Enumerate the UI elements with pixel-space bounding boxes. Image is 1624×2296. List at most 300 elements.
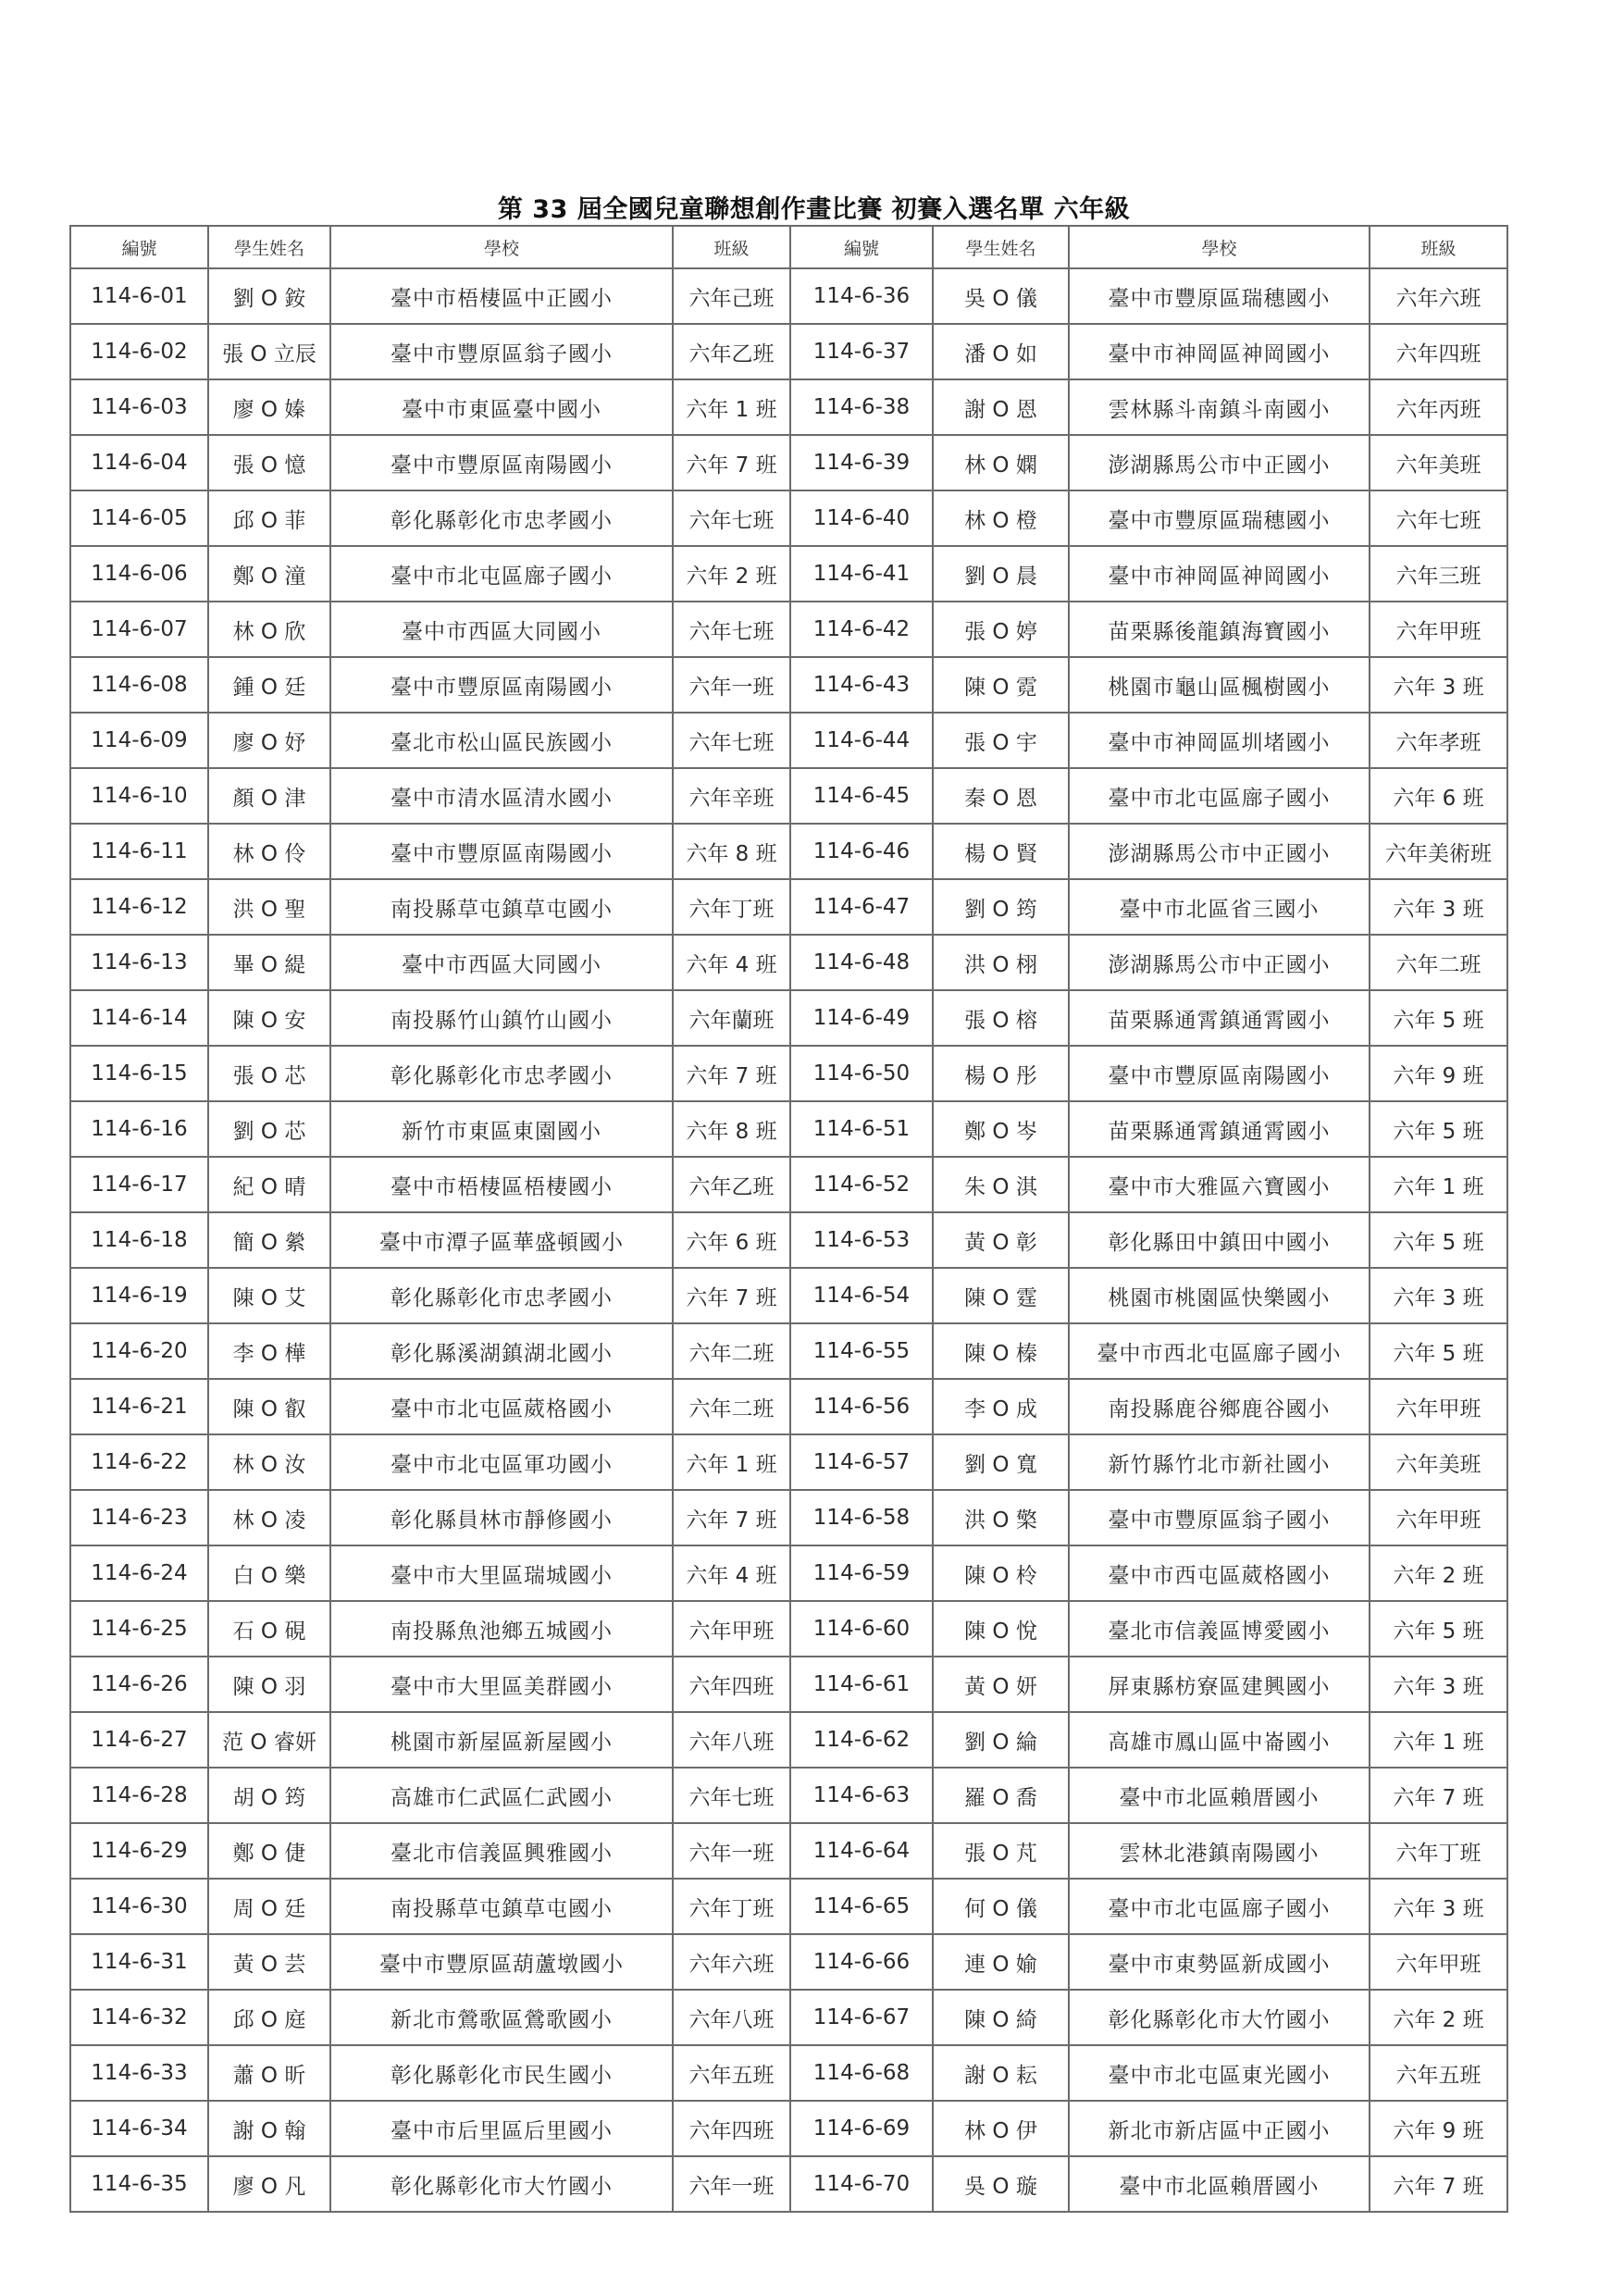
school-name: 澎湖縣馬公市中正國小	[1069, 435, 1370, 490]
class-name: 六年四班	[1370, 324, 1507, 379]
school-name: 臺中市豐原區南陽國小	[330, 435, 673, 490]
entry-id: 114-6-26	[70, 1657, 208, 1712]
student-name: 李 O 成	[933, 1379, 1069, 1434]
class-name: 六年五班	[673, 2045, 790, 2101]
student-name: 陳 O 霆	[933, 1268, 1069, 1323]
table-row	[70, 1934, 1507, 1990]
class-name: 六年 3 班	[1370, 879, 1507, 935]
entry-id: 114-6-34	[70, 2101, 208, 2156]
entry-id: 114-6-29	[70, 1823, 208, 1879]
entry-id: 114-6-27	[70, 1712, 208, 1768]
class-name: 六年 3 班	[1370, 657, 1507, 713]
class-name: 六年 4 班	[673, 935, 790, 990]
school-name: 雲林北港鎮南陽國小	[1069, 1823, 1370, 1879]
student-name: 吳 O 儀	[933, 268, 1069, 324]
school-name: 臺中市東勢區新成國小	[1069, 1934, 1370, 1990]
entry-id: 114-6-62	[790, 1712, 933, 1768]
student-name: 簡 O 縈	[208, 1212, 330, 1268]
student-name: 白 O 樂	[208, 1545, 330, 1601]
school-name: 彰化縣田中鎮田中國小	[1069, 1212, 1370, 1268]
entry-id: 114-6-44	[790, 713, 933, 768]
table-row	[70, 1434, 1507, 1490]
student-name: 黃 O 芸	[208, 1934, 330, 1990]
student-name: 張 O 憶	[208, 435, 330, 490]
student-name: 陳 O 悅	[933, 1601, 1069, 1657]
student-name: 陳 O 綺	[933, 1990, 1069, 2045]
table-row	[70, 546, 1507, 602]
school-name: 彰化縣彰化市大竹國小	[330, 2156, 673, 2212]
class-name: 六年 5 班	[1370, 990, 1507, 1046]
student-name: 張 O 婷	[933, 602, 1069, 657]
table-row	[70, 602, 1507, 657]
table-row	[70, 1101, 1507, 1157]
entry-id: 114-6-50	[790, 1046, 933, 1101]
table-row	[70, 1268, 1507, 1323]
school-name: 南投縣草屯鎮草屯國小	[330, 879, 673, 935]
table-row	[70, 490, 1507, 546]
entry-id: 114-6-15	[70, 1046, 208, 1101]
class-name: 六年丁班	[1370, 1823, 1507, 1879]
entry-id: 114-6-41	[790, 546, 933, 602]
school-name: 臺北市信義區博愛國小	[1069, 1601, 1370, 1657]
student-name: 連 O 媮	[933, 1934, 1069, 1990]
entry-id: 114-6-06	[70, 546, 208, 602]
student-name: 吳 O 璇	[933, 2156, 1069, 2212]
class-name: 六年己班	[673, 268, 790, 324]
school-name: 臺中市大里區瑞城國小	[330, 1545, 673, 1601]
class-name: 六年 3 班	[1370, 1879, 1507, 1934]
entry-id: 114-6-21	[70, 1379, 208, 1434]
entry-id: 114-6-13	[70, 935, 208, 990]
student-name: 劉 O 晨	[933, 546, 1069, 602]
header-class: 班級	[1370, 226, 1507, 268]
entry-id: 114-6-32	[70, 1990, 208, 2045]
header-school: 學校	[1069, 226, 1370, 268]
entry-id: 114-6-28	[70, 1768, 208, 1823]
school-name: 臺中市梧棲區中正國小	[330, 268, 673, 324]
student-name: 洪 O 栩	[933, 935, 1069, 990]
student-name: 林 O 橙	[933, 490, 1069, 546]
student-name: 李 O 樺	[208, 1323, 330, 1379]
class-name: 六年甲班	[1370, 1490, 1507, 1545]
school-name: 桃園市桃園區快樂國小	[1069, 1268, 1370, 1323]
student-name: 廖 O 妤	[208, 713, 330, 768]
student-name: 陳 O 霓	[933, 657, 1069, 713]
school-name: 臺中市神岡區神岡國小	[1069, 546, 1370, 602]
entry-id: 114-6-49	[790, 990, 933, 1046]
entry-id: 114-6-60	[790, 1601, 933, 1657]
table-row	[70, 768, 1507, 824]
student-name: 張 O 榕	[933, 990, 1069, 1046]
table-row	[70, 2101, 1507, 2156]
student-name: 林 O 凌	[208, 1490, 330, 1545]
school-name: 臺中市北屯區軍功國小	[330, 1434, 673, 1490]
entry-id: 114-6-58	[790, 1490, 933, 1545]
table-row	[70, 2156, 1507, 2212]
student-name: 林 O 嫻	[933, 435, 1069, 490]
school-name: 臺中市北區省三國小	[1069, 879, 1370, 935]
table-row	[70, 1823, 1507, 1879]
class-name: 六年七班	[1370, 490, 1507, 546]
school-name: 臺中市豐原區瑞穗國小	[1069, 490, 1370, 546]
school-name: 雲林縣斗南鎮斗南國小	[1069, 379, 1370, 435]
entry-id: 114-6-54	[790, 1268, 933, 1323]
school-name: 臺中市北區賴厝國小	[1069, 2156, 1370, 2212]
class-name: 六年 2 班	[1370, 1545, 1507, 1601]
entry-id: 114-6-39	[790, 435, 933, 490]
entry-id: 114-6-35	[70, 2156, 208, 2212]
school-name: 臺中市后里區后里國小	[330, 2101, 673, 2156]
table-row	[70, 1212, 1507, 1268]
class-name: 六年 9 班	[1370, 2101, 1507, 2156]
class-name: 六年五班	[1370, 2045, 1507, 2101]
entry-id: 114-6-42	[790, 602, 933, 657]
entry-id: 114-6-25	[70, 1601, 208, 1657]
student-name: 林 O 伊	[933, 2101, 1069, 2156]
entry-id: 114-6-02	[70, 324, 208, 379]
entry-id: 114-6-47	[790, 879, 933, 935]
school-name: 彰化縣員林市靜修國小	[330, 1490, 673, 1545]
school-name: 澎湖縣馬公市中正國小	[1069, 824, 1370, 879]
class-name: 六年甲班	[1370, 602, 1507, 657]
student-name: 鄭 O 倢	[208, 1823, 330, 1879]
table-row	[70, 1046, 1507, 1101]
class-name: 六年 3 班	[1370, 1657, 1507, 1712]
class-name: 六年美班	[1370, 1434, 1507, 1490]
school-name: 彰化縣彰化市忠孝國小	[330, 490, 673, 546]
student-name: 周 O 廷	[208, 1879, 330, 1934]
school-name: 臺北市信義區興雅國小	[330, 1823, 673, 1879]
school-name: 臺北市松山區民族國小	[330, 713, 673, 768]
table-row	[70, 1712, 1507, 1768]
student-name: 畢 O 緹	[208, 935, 330, 990]
table-row	[70, 935, 1507, 990]
class-name: 六年 7 班	[673, 1268, 790, 1323]
school-name: 臺中市神岡區神岡國小	[1069, 324, 1370, 379]
table-row	[70, 1601, 1507, 1657]
table-row	[70, 1490, 1507, 1545]
school-name: 臺中市東區臺中國小	[330, 379, 673, 435]
header-school: 學校	[330, 226, 673, 268]
class-name: 六年 1 班	[673, 1434, 790, 1490]
header-student-name: 學生姓名	[933, 226, 1069, 268]
school-name: 彰化縣彰化市忠孝國小	[330, 1268, 673, 1323]
school-name: 南投縣竹山鎮竹山國小	[330, 990, 673, 1046]
entry-id: 114-6-63	[790, 1768, 933, 1823]
class-name: 六年 7 班	[1370, 1768, 1507, 1823]
entry-id: 114-6-08	[70, 657, 208, 713]
table-row	[70, 879, 1507, 935]
class-name: 六年二班	[673, 1379, 790, 1434]
class-name: 六年甲班	[673, 1601, 790, 1657]
school-name: 臺中市豐原區葫蘆墩國小	[330, 1934, 673, 1990]
class-name: 六年 1 班	[1370, 1712, 1507, 1768]
student-name: 謝 O 恩	[933, 379, 1069, 435]
student-name: 陳 O 艾	[208, 1268, 330, 1323]
school-name: 臺中市豐原區南陽國小	[330, 824, 673, 879]
student-name: 廖 O 嫀	[208, 379, 330, 435]
student-name: 林 O 伶	[208, 824, 330, 879]
student-name: 林 O 汝	[208, 1434, 330, 1490]
table-row	[70, 1379, 1507, 1434]
school-name: 臺中市北屯區東光國小	[1069, 2045, 1370, 2101]
class-name: 六年一班	[673, 657, 790, 713]
school-name: 新北市鶯歌區鶯歌國小	[330, 1990, 673, 2045]
school-name: 臺中市神岡區圳堵國小	[1069, 713, 1370, 768]
class-name: 六年丁班	[673, 1879, 790, 1934]
table-row	[70, 713, 1507, 768]
entry-id: 114-6-40	[790, 490, 933, 546]
school-name: 臺中市北屯區廍子國小	[1069, 1879, 1370, 1934]
school-name: 彰化縣彰化市忠孝國小	[330, 1046, 673, 1101]
student-name: 石 O 硯	[208, 1601, 330, 1657]
school-name: 南投縣草屯鎮草屯國小	[330, 1879, 673, 1934]
student-name: 鄭 O 潼	[208, 546, 330, 602]
student-name: 朱 O 淇	[933, 1157, 1069, 1212]
table-row	[70, 1657, 1507, 1712]
student-name: 范 O 睿妍	[208, 1712, 330, 1768]
class-name: 六年美術班	[1370, 824, 1507, 879]
school-name: 臺中市北屯區廍子國小	[330, 546, 673, 602]
school-name: 澎湖縣馬公市中正國小	[1069, 935, 1370, 990]
table-row	[70, 1157, 1507, 1212]
student-name: 楊 O 賢	[933, 824, 1069, 879]
student-name: 張 O 宇	[933, 713, 1069, 768]
entry-id: 114-6-01	[70, 268, 208, 324]
student-name: 鄭 O 岑	[933, 1101, 1069, 1157]
class-name: 六年三班	[1370, 546, 1507, 602]
student-name: 謝 O 翰	[208, 2101, 330, 2156]
entry-id: 114-6-11	[70, 824, 208, 879]
class-name: 六年 3 班	[1370, 1268, 1507, 1323]
student-name: 陳 O 叡	[208, 1379, 330, 1434]
entry-id: 114-6-17	[70, 1157, 208, 1212]
header-row	[70, 226, 1507, 268]
entry-id: 114-6-69	[790, 2101, 933, 2156]
class-name: 六年八班	[673, 1712, 790, 1768]
school-name: 彰化縣彰化市民生國小	[330, 2045, 673, 2101]
entry-id: 114-6-45	[790, 768, 933, 824]
entry-id: 114-6-59	[790, 1545, 933, 1601]
class-name: 六年四班	[673, 1657, 790, 1712]
class-name: 六年 6 班	[1370, 768, 1507, 824]
class-name: 六年 9 班	[1370, 1046, 1507, 1101]
class-name: 六年一班	[673, 2156, 790, 2212]
class-name: 六年 2 班	[1370, 1990, 1507, 2045]
entry-id: 114-6-04	[70, 435, 208, 490]
school-name: 臺中市西區大同國小	[330, 602, 673, 657]
table-row	[70, 2045, 1507, 2101]
school-name: 新竹縣竹北市新社國小	[1069, 1434, 1370, 1490]
school-name: 高雄市仁武區仁武國小	[330, 1768, 673, 1823]
student-name: 張 O 立辰	[208, 324, 330, 379]
table-row	[70, 990, 1507, 1046]
entry-id: 114-6-70	[790, 2156, 933, 2212]
class-name: 六年丙班	[1370, 379, 1507, 435]
student-name: 張 O 芃	[933, 1823, 1069, 1879]
entry-id: 114-6-18	[70, 1212, 208, 1268]
student-name: 顏 O 津	[208, 768, 330, 824]
entry-id: 114-6-56	[790, 1379, 933, 1434]
student-name: 蕭 O 昕	[208, 2045, 330, 2101]
student-name: 張 O 芯	[208, 1046, 330, 1101]
header-class: 班級	[673, 226, 790, 268]
class-name: 六年 5 班	[1370, 1323, 1507, 1379]
student-name: 邱 O 菲	[208, 490, 330, 546]
student-name: 劉 O 銨	[208, 268, 330, 324]
class-name: 六年二班	[673, 1323, 790, 1379]
class-name: 六年 5 班	[1370, 1212, 1507, 1268]
table-row	[70, 1768, 1507, 1823]
student-name: 黃 O 妍	[933, 1657, 1069, 1712]
entry-id: 114-6-38	[790, 379, 933, 435]
class-name: 六年二班	[1370, 935, 1507, 990]
school-name: 臺中市清水區清水國小	[330, 768, 673, 824]
entry-id: 114-6-22	[70, 1434, 208, 1490]
class-name: 六年八班	[673, 1990, 790, 2045]
entry-id: 114-6-48	[790, 935, 933, 990]
student-name: 鍾 O 廷	[208, 657, 330, 713]
entry-id: 114-6-53	[790, 1212, 933, 1268]
class-name: 六年乙班	[673, 324, 790, 379]
student-name: 紀 O 晴	[208, 1157, 330, 1212]
entry-id: 114-6-23	[70, 1490, 208, 1545]
student-name: 楊 O 彤	[933, 1046, 1069, 1101]
entry-id: 114-6-57	[790, 1434, 933, 1490]
student-name: 謝 O 耘	[933, 2045, 1069, 2101]
class-name: 六年 1 班	[1370, 1157, 1507, 1212]
school-name: 臺中市西區大同國小	[330, 935, 673, 990]
class-name: 六年 2 班	[673, 546, 790, 602]
entry-id: 114-6-33	[70, 2045, 208, 2101]
entry-id: 114-6-05	[70, 490, 208, 546]
table-row	[70, 379, 1507, 435]
school-name: 臺中市大里區美群國小	[330, 1657, 673, 1712]
class-name: 六年丁班	[673, 879, 790, 935]
class-name: 六年 7 班	[1370, 2156, 1507, 2212]
entry-id: 114-6-09	[70, 713, 208, 768]
entry-id: 114-6-51	[790, 1101, 933, 1157]
class-name: 六年七班	[673, 1768, 790, 1823]
class-name: 六年乙班	[673, 1157, 790, 1212]
entry-id: 114-6-64	[790, 1823, 933, 1879]
class-name: 六年 6 班	[673, 1212, 790, 1268]
class-name: 六年 7 班	[673, 1046, 790, 1101]
entry-id: 114-6-03	[70, 379, 208, 435]
class-name: 六年六班	[1370, 268, 1507, 324]
entry-id: 114-6-67	[790, 1990, 933, 2045]
student-name: 陳 O 柃	[933, 1545, 1069, 1601]
student-name: 陳 O 安	[208, 990, 330, 1046]
school-name: 南投縣鹿谷鄉鹿谷國小	[1069, 1379, 1370, 1434]
header-id: 編號	[790, 226, 933, 268]
table-row	[70, 824, 1507, 879]
entry-id: 114-6-07	[70, 602, 208, 657]
class-name: 六年美班	[1370, 435, 1507, 490]
class-name: 六年四班	[673, 2101, 790, 2156]
class-name: 六年 8 班	[673, 824, 790, 879]
entry-id: 114-6-37	[790, 324, 933, 379]
school-name: 臺中市北屯區葳格國小	[330, 1379, 673, 1434]
student-name: 劉 O 寬	[933, 1434, 1069, 1490]
entry-id: 114-6-19	[70, 1268, 208, 1323]
table-row	[70, 1323, 1507, 1379]
school-name: 苗栗縣通霄鎮通霄國小	[1069, 1101, 1370, 1157]
class-name: 六年 8 班	[673, 1101, 790, 1157]
school-name: 高雄市鳳山區中崙國小	[1069, 1712, 1370, 1768]
school-name: 苗栗縣通霄鎮通霄國小	[1069, 990, 1370, 1046]
class-name: 六年七班	[673, 713, 790, 768]
class-name: 六年 1 班	[673, 379, 790, 435]
student-name: 邱 O 庭	[208, 1990, 330, 2045]
school-name: 臺中市梧棲區梧棲國小	[330, 1157, 673, 1212]
entry-id: 114-6-36	[790, 268, 933, 324]
entry-id: 114-6-30	[70, 1879, 208, 1934]
student-name: 潘 O 如	[933, 324, 1069, 379]
student-name: 廖 O 凡	[208, 2156, 330, 2212]
student-name: 羅 O 喬	[933, 1768, 1069, 1823]
class-name: 六年七班	[673, 490, 790, 546]
school-name: 苗栗縣後龍鎮海寶國小	[1069, 602, 1370, 657]
entry-id: 114-6-24	[70, 1545, 208, 1601]
school-name: 臺中市北屯區廍子國小	[1069, 768, 1370, 824]
entry-id: 114-6-65	[790, 1879, 933, 1934]
table-row	[70, 324, 1507, 379]
entry-id: 114-6-55	[790, 1323, 933, 1379]
school-name: 臺中市豐原區南陽國小	[1069, 1046, 1370, 1101]
table-row	[70, 1990, 1507, 2045]
entry-id: 114-6-10	[70, 768, 208, 824]
entry-id: 114-6-46	[790, 824, 933, 879]
school-name: 臺中市西北屯區廍子國小	[1069, 1323, 1370, 1379]
school-name: 臺中市豐原區翁子國小	[330, 324, 673, 379]
school-name: 新竹市東區東園國小	[330, 1101, 673, 1157]
student-name: 劉 O 綸	[933, 1712, 1069, 1768]
entry-id: 114-6-31	[70, 1934, 208, 1990]
student-name: 陳 O 羽	[208, 1657, 330, 1712]
class-name: 六年 7 班	[673, 1490, 790, 1545]
school-name: 臺中市豐原區翁子國小	[1069, 1490, 1370, 1545]
table-row	[70, 435, 1507, 490]
header-student-name: 學生姓名	[208, 226, 330, 268]
table-row	[70, 268, 1507, 324]
class-name: 六年 5 班	[1370, 1601, 1507, 1657]
roster-table	[69, 225, 1508, 2213]
entry-id: 114-6-43	[790, 657, 933, 713]
student-name: 黃 O 彰	[933, 1212, 1069, 1268]
student-name: 胡 O 筠	[208, 1768, 330, 1823]
school-name: 臺中市豐原區南陽國小	[330, 657, 673, 713]
school-name: 臺中市豐原區瑞穗國小	[1069, 268, 1370, 324]
class-name: 六年 7 班	[673, 435, 790, 490]
school-name: 彰化縣彰化市大竹國小	[1069, 1990, 1370, 2045]
class-name: 六年辛班	[673, 768, 790, 824]
class-name: 六年 4 班	[673, 1545, 790, 1601]
student-name: 何 O 儀	[933, 1879, 1069, 1934]
class-name: 六年蘭班	[673, 990, 790, 1046]
entry-id: 114-6-14	[70, 990, 208, 1046]
entry-id: 114-6-20	[70, 1323, 208, 1379]
student-name: 林 O 欣	[208, 602, 330, 657]
student-name: 劉 O 筠	[933, 879, 1069, 935]
class-name: 六年一班	[673, 1823, 790, 1879]
document-title: 第 33 屆全國兒童聯想創作畫比賽 初賽入選名單 六年級	[497, 195, 1131, 224]
school-name: 屏東縣枋寮區建興國小	[1069, 1657, 1370, 1712]
table-row	[70, 1545, 1507, 1601]
class-name: 六年 5 班	[1370, 1101, 1507, 1157]
school-name: 桃園市龜山區楓樹國小	[1069, 657, 1370, 713]
roster-body	[70, 268, 1507, 2212]
